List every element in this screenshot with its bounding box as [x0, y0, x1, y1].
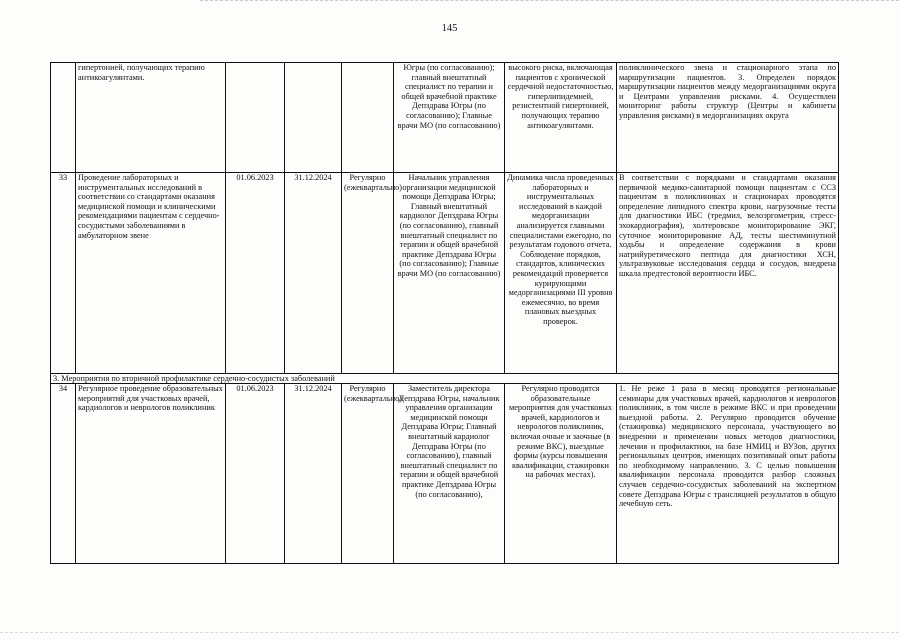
cell-responsible: Начальник управления организации медицинской помощи Депздрава Югры; Главный внештатный кардиолог Депздрава Югры (по согласованию), главный внештатный специалист по терапии и общей врачебной практике Депздрава Югры (по согласованию); Главные врачи МО (по согласованию) [394, 173, 505, 374]
cell-responsible: Югры (по согласованию); главный внештатный специалист по терапии и общей врачебной практике Депздрава Югры (по согласованию); Главные врачи МО (по согласованию) [394, 63, 505, 173]
cell-measure-name: Регулярное проведение образовательных мероприятий для участковых врачей, кардиологов и неврологов поликлиник [76, 384, 226, 564]
table-row-continued [51, 63, 839, 173]
cell-number [51, 63, 76, 173]
section-title: 3. Мероприятия по вторичной профилактике сердечно-сосудистых заболеваний [51, 374, 839, 384]
cell-periodicity: Регулярно (ежеквартально) [342, 384, 394, 564]
cell-measure-name: Проведение лабораторных и инструментальных исследований в соответствии со стандартами оказания медицинской помощи и клиническими рекомендациями пациентам с сердечно-сосудистыми заболеваниями в амбулаторном звене [76, 173, 226, 374]
page-number: 145 [441, 23, 458, 34]
cell-result: В соответствии с порядками и стандартами оказания первичной медико-санитарной помощи пациентам с ССЗ пациентам в поликлиниках и стационарах проводятся определение липидного спектра крови, нагрузочные тесты для диагностики ИБС (тредмил, велоэргометрия, стресс-эхокардиография), холтеровское мониторирование ЭКГ, суточное мониторирование АД, тесты шестиминутной ходьбы и определение содержания в крови натрийуретического пептида для диагностики ХСН, ультразвуковые исследования сердца и сосудов, внедрена шкала предтестовой вероятности ИБС. [617, 173, 839, 374]
cell-end-date: 31.12.2024 [285, 173, 342, 374]
cell-start-date [226, 63, 285, 173]
section-header-row [51, 374, 839, 384]
cell-responsible: Заместитель директора Депздрава Югры, начальник управления организации медицинской помощи Депздрава Югры; Главный внештатный кардиолог Депздрава Югры (по согласованию), главный внештатный специалист по терапии и общей врачебной практике Депздрава Югры (по согласованию), [394, 384, 505, 564]
cell-end-date: 31.12.2024 [285, 384, 342, 564]
table-row-34 [51, 384, 839, 564]
cell-indicator: высокого риска, включающая пациентов с хронической сердечной недостаточностью, гиперлипидемией, резистентной гипертонией, получающих терапию антикоагулянтами. [505, 63, 617, 173]
scan-top-edge [200, 0, 899, 3]
cell-start-date: 01.06.2023 [226, 173, 285, 374]
cell-indicator: Динамика числа проведенных лабораторных и инструментальных исследований в каждой медорганизации анализируется главными специалистами ежегодно, по результатам годового отчета. Соблюдение порядков, стандартов, клинических рекомендаций проверяется курирующими медорганизациями III уровня ежемесячно, во время плановых выездных проверок. [505, 173, 617, 374]
cell-number: 34 [51, 384, 76, 564]
cell-result: 1. Не реже 1 раза в месяц проводятся региональные семинары для участковых врачей, кардиологов и неврологов поликлиник, в том числе в режиме ВКС и при проведении выездной работы. 2. Регулярно проводится обучение (стажировка) медицинского персонала, участвующего во внедрении и применении новых методов диагностики, лечения и профилактики, на базе НМИЦ и ВУЗов, других региональных центров, имеющих позитивный опыт работы по необходимому направлению. 3. С целью повышения квалификации персонала проводится разбор сложных случаев сердечно-сосудистых заболеваний на экспертном совете Депздрава Югры с трансляцией результатов в общую лечебную сеть. [617, 384, 839, 564]
table-row-33 [51, 173, 839, 374]
measures-table [50, 62, 839, 564]
cell-indicator: Регулярно проводятся образовательные мероприятия для участковых врачей, кардиологов и неврологов поликлиник, включая очные и заочные (в режиме ВКС), выездные формы (курсы повышения квалификации, стажировки на рабочих местах). [505, 384, 617, 564]
cell-periodicity: Регулярно (ежеквартально) [342, 173, 394, 374]
cell-start-date: 01.06.2023 [226, 384, 285, 564]
cell-result: поликлинического звена и стационарного этапа по маршрутизации пациентов. 3. Определен порядок маршрутизации пациентов между медорганизациями округа и Центрами управления рисками. 4. Осуществлен мониторинг работы структур (Центры и кабинеты управления рисками) в медорганизациях округа [617, 63, 839, 173]
cell-number: 33 [51, 173, 76, 374]
cell-periodicity [342, 63, 394, 173]
scan-bottom-edge [0, 632, 899, 635]
cell-measure-name: гипертонией, получающих терапию антикоагулянтами. [76, 63, 226, 173]
cell-end-date [285, 63, 342, 173]
